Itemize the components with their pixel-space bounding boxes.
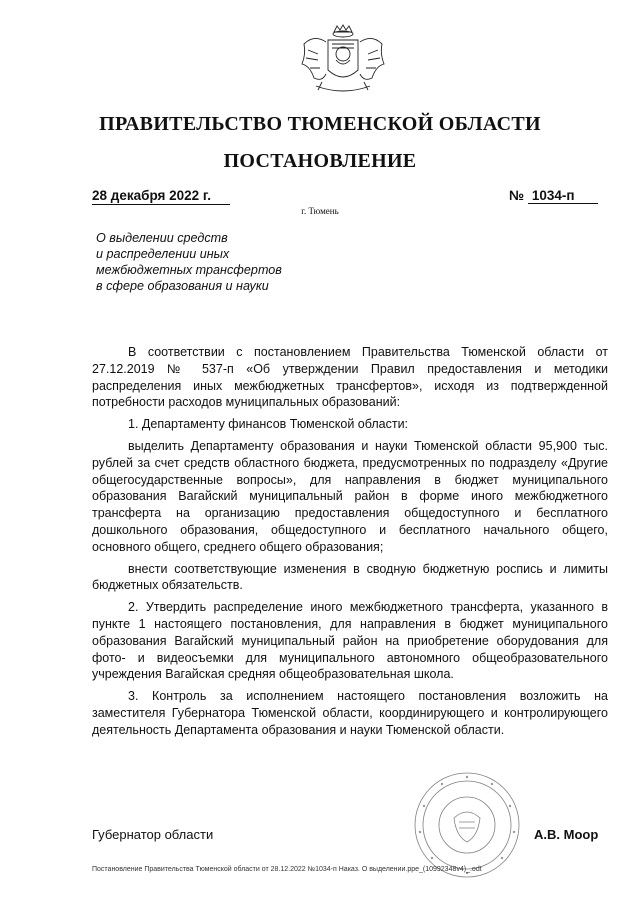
body-paragraph: 3. Контроль за исполнением настоящего постановления возложить на заместителя Губернатора Тюменской области, координирующего и контролирующего деятельность Департамента образования и науки Тюменской области. <box>92 689 608 737</box>
subject-line: межбюджетных трансфертов <box>96 263 282 277</box>
signature-role: Губернатор области <box>92 827 214 842</box>
body-paragraph: В соответствии с постановлением Правительства Тюменской области от 27.12.2019 № 537-п «Об утверждении Правил предоставления и методики распределения иных межбюджетных трансфертов», исходя из подтвержденной потребности расходов муниципальных образований: <box>92 345 608 410</box>
document-subject <box>96 230 356 294</box>
body-paragraph: выделить Департаменту образования и науки Тюменской области 95,900 тыс. рублей за счет средств областного бюджета, предусмотренных по подразделу «Другие общегосударственные вопросы», для направления в бюджет муниципального образования Вагайский муниципальный район в форме иного межбюджетного трансферта на организацию предоставления общедоступного и бесплатного дошкольного образования, общедоступного и бесплатного начального общего, основного общего, среднего общего образования; <box>92 438 608 554</box>
document-footer: Постановление Правительства Тюменской области от 28.12.2022 №1034-п Наказ. О выделении.ppe_(10992348v4)_.odt <box>92 866 482 873</box>
city-label: г. Тюмень <box>301 206 339 216</box>
subject-line: О выделении средств <box>96 231 228 245</box>
official-seal-stamp <box>412 770 522 880</box>
coat-of-arms-icon <box>296 24 390 100</box>
document-number <box>509 188 605 204</box>
document-body <box>92 344 608 744</box>
signature-name: А.В. Моор <box>534 827 599 842</box>
government-title: ПРАВИТЕЛЬСТВО ТЮМЕНСКОЙ ОБЛАСТИ <box>99 113 541 135</box>
subject-line: и распределении иных <box>96 247 230 261</box>
body-paragraph: 2. Утвердить распределение иного межбюджетного трансферта, указанного в пункте 1 настоящего постановления, для направления в бюджет муниципального образования Вагайский муниципальный район на приобретение оборудования для фото- и видеосъемки для муниципального автономного общеобразовательного учреждения Вагайская средняя общеобразовательная школа. <box>92 600 608 682</box>
subject-line: в сфере образования и науки <box>96 279 269 293</box>
body-paragraph: внести соответствующие изменения в сводную бюджетную роспись и лимиты бюджетных обязательств. <box>92 561 608 593</box>
number-label: № <box>509 188 525 203</box>
document-type-title: ПОСТАНОВЛЕНИЕ <box>223 150 417 172</box>
body-paragraph: 1. Департаменту финансов Тюменской области: <box>128 417 409 432</box>
number-value: 1034-п <box>528 188 598 204</box>
document-date: 28 декабря 2022 г. <box>92 188 230 205</box>
